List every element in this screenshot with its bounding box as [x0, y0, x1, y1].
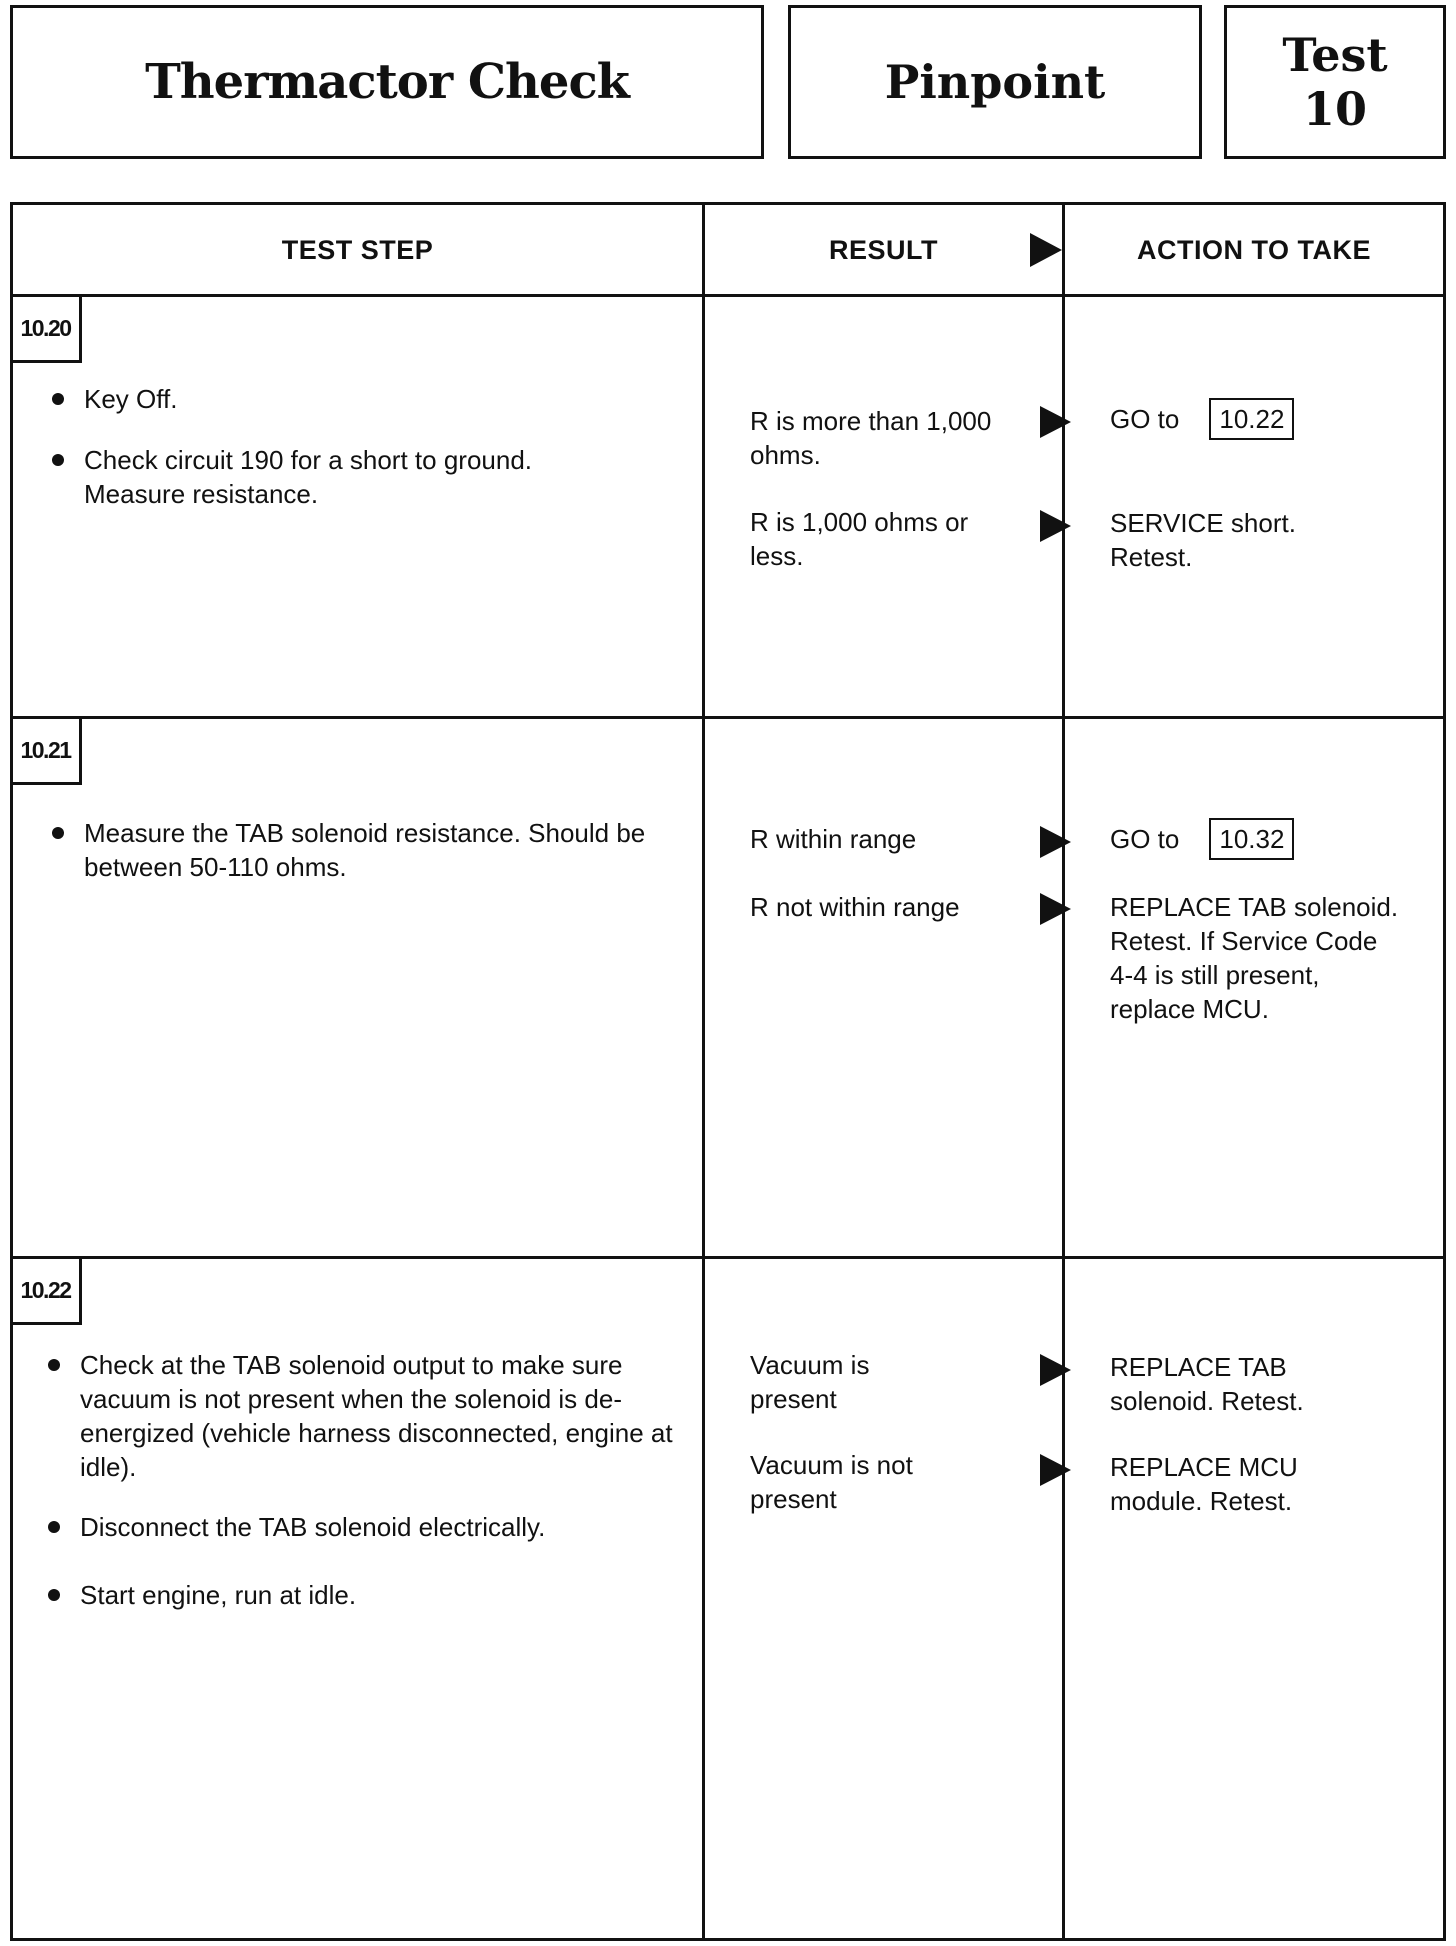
result-text: R is more than 1,000 ohms.: [750, 406, 992, 470]
header-arrow-icon: [1030, 233, 1062, 267]
step-bullet: [48, 1348, 692, 1484]
step-bullet: [52, 382, 692, 416]
bullet-icon: [48, 1359, 60, 1371]
column-header-test-step: [13, 204, 702, 296]
bullet-icon: [48, 1521, 60, 1533]
section-label-text: Pinpoint: [884, 55, 1106, 109]
bullet-text: Measure the TAB solenoid resistance. Should be between 50-110 ohms.: [84, 818, 646, 882]
step-bullet: [52, 816, 684, 884]
test-number: 10: [1302, 82, 1367, 136]
column-divider-result: [702, 202, 705, 1941]
page-title: [10, 5, 764, 159]
table-border-right: [1443, 202, 1446, 1941]
bullet-text: Key Off.: [84, 384, 178, 414]
bullet-text: Check circuit 190 for a short to ground. Measure resistance.: [84, 445, 533, 509]
column-header-action: [1065, 204, 1443, 296]
action-goto-prefix: GO to: [1110, 824, 1180, 854]
result-arrow-icon: [1040, 1454, 1071, 1486]
table-border-bottom: [10, 1938, 1446, 1941]
row-divider-2: [10, 1256, 1446, 1259]
page-title-text: Thermactor Check: [145, 54, 629, 110]
result-arrow-icon: [1040, 893, 1071, 925]
result-text: Vacuum is not present: [750, 1450, 913, 1514]
section-label: [788, 5, 1202, 159]
result-arrow-icon: [1040, 406, 1071, 438]
result-text: R is 1,000 ohms or less.: [750, 507, 969, 571]
action-goto: [1110, 398, 1430, 440]
step-number: 10.20: [12, 297, 82, 363]
action-goto-prefix: GO to: [1110, 404, 1180, 434]
step-bullet: [48, 1510, 692, 1544]
step-bullet: [52, 443, 612, 511]
action-text: REPLACE MCU module. Retest.: [1110, 1452, 1298, 1516]
row-divider-1: [10, 716, 1446, 719]
bullet-icon: [48, 1589, 60, 1601]
bullet-icon: [52, 827, 64, 839]
step-number: 10.22: [12, 1259, 82, 1325]
action-text: REPLACE TAB solenoid. Retest.: [1110, 1352, 1304, 1416]
result-text: R within range: [750, 824, 917, 854]
result-arrow-icon: [1040, 510, 1071, 542]
action-goto: [1110, 818, 1430, 860]
test-number-box: [1224, 5, 1446, 159]
bullet-text: Disconnect the TAB solenoid electrically.: [80, 1512, 546, 1542]
goto-step-link[interactable]: 10.22: [1209, 398, 1294, 440]
column-header-result: [705, 204, 1062, 296]
bullet-text: Start engine, run at idle.: [80, 1580, 357, 1610]
bullet-icon: [52, 393, 64, 405]
column-divider-action: [1062, 202, 1065, 1941]
column-header-result-label: RESULT: [829, 234, 938, 265]
column-header-action-label: ACTION TO TAKE: [1137, 234, 1371, 265]
goto-step-link[interactable]: 10.32: [1209, 818, 1294, 860]
action-text: SERVICE short. Retest.: [1110, 508, 1296, 572]
result-arrow-icon: [1040, 826, 1071, 858]
test-label: Test: [1282, 28, 1388, 82]
column-header-test-step-label: TEST STEP: [281, 234, 434, 265]
bullet-text: Check at the TAB solenoid output to make sure vacuum is not present when the solenoid is de-energized (vehicle harness disconnected, engine at idle).: [80, 1350, 673, 1482]
bullet-icon: [52, 454, 64, 466]
table-border-left: [10, 202, 13, 1941]
result-text: Vacuum is present: [750, 1350, 870, 1414]
step-bullet: [48, 1578, 692, 1612]
result-arrow-icon: [1040, 1354, 1071, 1386]
step-number: 10.21: [12, 719, 82, 785]
action-text: REPLACE TAB solenoid. Retest. If Service Code 4-4 is still present, replace MCU.: [1110, 892, 1399, 1024]
result-text: R not within range: [750, 892, 960, 922]
